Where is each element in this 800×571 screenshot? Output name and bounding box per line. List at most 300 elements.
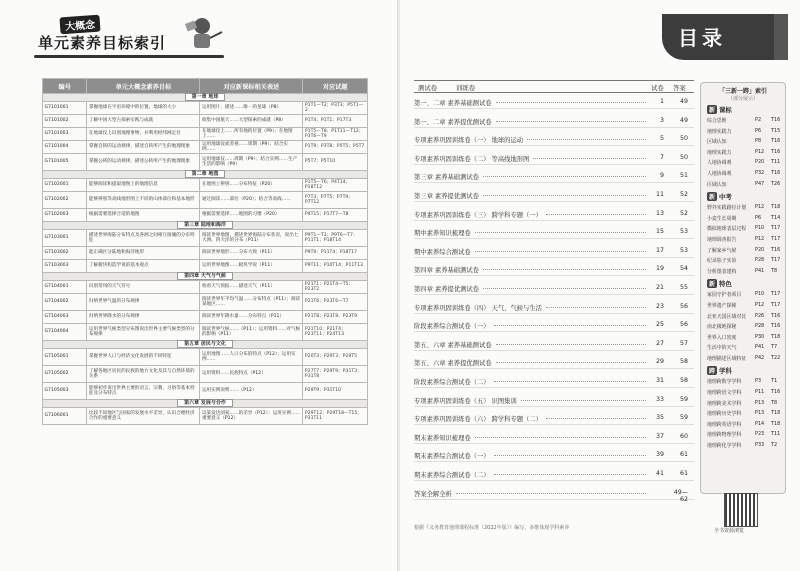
cell-goal: 识别常用的天气符号 [87,281,200,294]
sidebar-item [707,332,785,343]
sidebar-item-question: T18 [771,333,781,340]
sidebar-item-page: P8 [755,138,762,145]
cell-code: G7102003 [43,209,87,222]
big-concept-tag: 大概念 [59,15,100,35]
toc-header-tests: 测试卷 [418,83,438,92]
toc-item[interactable] [414,282,694,295]
toc-label: 专项素养巩固训练卷（四） 天气、气候与生活 [414,304,542,312]
sidebar-item-page: P14 [755,420,765,427]
toc-header-answer: 答案 [673,83,686,92]
toc-item[interactable] [414,468,694,481]
toc-item[interactable] [414,375,694,388]
cell-goal: 根据需要选择合适的地图 [87,209,200,222]
sidebar-item [707,223,785,234]
sidebar-item-question: T1 [771,378,778,385]
qr-label: 全书资源浏览 [714,528,745,534]
toc-answer-page: 60 [679,432,688,440]
sidebar-item-page: P23 [755,431,765,438]
toc-leader [483,176,646,177]
cell-code: G7103003 [43,260,87,273]
sidebar-group-label: 中考 [719,193,732,202]
cell-test: P4T15；P17T7—T8 [303,209,368,222]
table-row [43,102,368,115]
cell-goal: 能够阅读和提取地图上的地理信息 [87,179,200,192]
toc-answer-page: 49 [679,98,688,105]
cell-goal: 了解各地区居民的民族的地方文化及其与自然环境的关系 [87,366,200,383]
toc-page: 29 [655,358,664,366]
sidebar-item-name: 地理跨英语学科 [707,421,742,428]
contents-banner [662,14,780,60]
sidebar-item-question: T14 [771,214,781,221]
sidebar-badge: 新 [709,194,716,202]
sidebar-item-name: 小麦生长周期 [707,215,737,222]
sidebar-item-question: T22 [771,354,781,361]
toc-page: 19 [655,265,664,273]
sidebar-item-name: 区域认知 [707,139,727,146]
cell-goal: 能正确区分陆地和海洋地形 [87,247,200,260]
cell-code: G7102002 [43,192,87,209]
cell-test: P21T1；P21T4—T5；P23T2 [303,281,368,294]
chapter-label: 第二章 地图 [185,170,226,178]
cell-code: G7104003 [43,311,87,324]
toc-answer-page: 59 [679,395,688,403]
toc-item[interactable] [414,245,694,258]
sidebar-item [707,289,785,300]
sidebar-item-name: 模拟地球表层过程 [707,226,747,233]
chapter-label: 第六章 发展与合作 [177,399,233,407]
sidebar-item-name: 地理跨美术学科 [707,400,742,407]
cell-std: 阅读世界年平均气温……分布特点（P11）；阅读某地区…… [200,294,303,311]
toc-label: 第一、二章 素养基础测试卷 [414,100,492,107]
toc-item[interactable] [414,115,694,128]
table-row [43,260,368,273]
sidebar-item-page: P6 [755,127,762,134]
sidebar-item [707,179,785,190]
toc-page: 23 [655,302,664,310]
sidebar-item-question: T11 [771,159,781,166]
sidebar-item-name: 地理描述区域特征 [707,355,747,362]
cell-code: G7103001 [43,230,87,247]
sidebar-item-question: T16 [771,148,781,155]
sidebar-item-name: 地理跨历史学科 [707,411,742,418]
toc-answer-page: 52 [679,209,688,217]
table-row [43,154,368,171]
toc-item[interactable] [414,431,694,444]
cell-code: G7104001 [43,281,87,294]
toc-answer-page: 56 [679,321,688,329]
sidebar-item [707,398,785,409]
toc-leader [546,214,646,215]
toc-label: 第四章 素养提优测试卷 [414,286,479,293]
table-row [43,366,368,383]
table-row [43,179,368,192]
sidebar-item-question: T16 [771,138,781,145]
cell-code: G7106001 [43,408,87,425]
toc-item[interactable] [414,189,694,202]
table-row [43,383,368,400]
sidebar-item-name: 分析图表建构 [707,268,737,275]
toc-item[interactable] [414,263,694,276]
sidebar-item [707,168,785,179]
cell-test: P9T11；P10T14；P11T13 [303,260,368,273]
cell-std: 收看天气预报……描述天气（P11） [200,281,303,294]
toc-leader [521,400,646,401]
chapter-row [43,222,368,230]
toc-label: 阶段素养综合测试卷（二） [414,379,490,386]
sidebar-item-name: 北亚天国区域对比 [707,313,747,320]
sidebar-item [707,202,785,213]
sidebar-item-page: P3 [755,378,762,385]
sidebar-item [707,311,785,322]
toc-label: 第一、二章 素养提优测试卷 [414,118,492,126]
toc-page: 3 [659,116,664,124]
cell-std: 通过阅读……部位（P20）；结合等高线…… [200,192,303,209]
sidebar-group-title [707,105,785,114]
sidebar-item-page: P33 [755,442,765,449]
toc-item[interactable] [414,356,694,369]
toc-answer-page: 56 [679,302,688,310]
sidebar-item [707,126,785,137]
sidebar-item-question: T18 [771,410,781,417]
toc-page: 25 [655,321,664,329]
right-page [400,0,800,571]
toc-label: 专项素养巩固训练卷（三） 跨学科专题（一） [414,211,542,219]
sidebar-item-name: 地理调查报告 [707,236,737,243]
toc-leader [494,474,646,475]
cell-test: P29T12；P29T18—T15；P31T11 [303,408,368,425]
cell-std: 收集中国航天……大型探索的成就（P8） [200,115,303,128]
sidebar-item-page: P13 [755,410,765,417]
toc-label: 第三章 素养提优测试卷 [414,193,479,200]
toc-answer-page: 58 [679,358,688,366]
toc-leader [483,288,646,289]
sidebar-item-question: T16 [771,117,781,123]
table-row [43,209,368,222]
sidebar-item-question: T16 [771,389,781,396]
cell-std: 运用图片，描述……唯一的星球（P8） [200,102,303,115]
toc-page: 21 [655,284,664,291]
cell-code: G7101002 [43,115,87,128]
toc-label: 期中素养综合测试卷 [414,248,471,256]
sidebar-item [707,300,785,311]
table-row [43,141,368,154]
toc-item[interactable] [414,487,694,503]
sidebar-item [707,387,785,398]
cell-goal: 掌握自转的运动规律，描述自转所产生的地理现象 [87,141,200,154]
table-row [43,281,368,294]
sidebar-item-question: T7 [771,344,778,351]
toc-page: 9 [659,172,664,180]
sidebar-badge: 跨 [709,368,716,376]
sidebar-item [707,245,785,256]
toc-page: 39 [655,451,664,459]
sidebar-item-page: P20 [755,246,765,253]
toc-item[interactable] [414,412,694,425]
sidebar-group-title [707,192,785,201]
toc-page: 27 [655,339,664,347]
sidebar-item-name: 地理实践力 [707,149,732,156]
toc-page: 33 [655,395,664,403]
sidebar-item-name: 世界入口密度 [707,334,737,341]
cell-std: 运用地图……人口分布的特点（P12）；运用实例…… [200,349,303,366]
student-mascot-icon [180,14,224,54]
toc-answer-page: 59 [679,414,688,422]
toc-page: 13 [655,209,664,217]
sidebar-item-page: P30 [755,333,765,340]
toc-page: 17 [655,246,664,254]
sidebar-item-name: 地理跨物理学科 [707,432,742,439]
toc-answer-page: 49—62 [673,488,688,503]
sidebar-item-page: P2 [755,117,762,123]
cell-code: G7103002 [43,247,87,260]
sidebar-item-name: 区域认知 [707,181,727,188]
chapter-row [43,341,368,349]
chapter-label: 第一章 地球 [185,93,226,101]
left-page [0,0,398,571]
toc-answer-page: 61 [679,470,688,477]
cell-std: 阅读世界地图，描述世界海陆分布状况，说出七大洲、四大洋的分布（P11） [200,230,303,247]
toc-label: 第四章 素养基础测试卷 [414,267,479,275]
cell-test: P21T10；P21T4；P23T11；P24T13 [303,324,368,341]
sidebar-item-page: P28 [755,323,765,330]
toc-answer-page: 53 [679,246,688,254]
toc-item[interactable] [414,152,694,165]
toc-leader [475,437,646,438]
qr-code-icon[interactable] [724,493,758,527]
cell-code: G7105003 [43,383,87,400]
cell-code: G7101001 [43,102,87,115]
sidebar-item-page: P32 [755,169,765,176]
sidebar-item [707,136,785,147]
toc-item[interactable] [414,319,694,332]
cell-goal: 掌握公转的运动规律，描述公转所产生的地理现象 [87,154,200,171]
toc-page: 11 [655,191,664,198]
sidebar-item [707,147,785,158]
cell-goal: 能够初步说出世界主要的语言、宗教，习俗等基本特征及分布特点 [87,383,200,400]
sidebar-group-title [707,279,785,288]
sidebar-item-page: P42 [755,354,765,361]
toc-label: 第五、六章 素养基础测试卷 [414,341,492,349]
toc-page: 7 [659,153,664,161]
toc-item[interactable] [414,301,694,314]
cell-test: P20T3；P29T3；P29T5 [303,349,368,366]
cell-std: 运用地球仪……周期（P9）；结合实例……生产生活的影响（P9） [200,154,303,171]
toc-leader [527,139,646,140]
sidebar-item [707,429,785,440]
sidebar-item-page: P13 [755,399,765,406]
toc-answer-page: 61 [679,451,688,459]
cell-test: P21T8；P23T8；P23T9 [303,311,368,324]
toc-item[interactable] [414,449,694,462]
cell-goal: 比较不同地区与国家的发展水平差异，认识合理经济合作的重要意义 [87,408,200,425]
footnote: 根据《义务教育地理课程标准（2022年版）》编写，多维体现学科素养 [414,525,570,531]
chapter-row [43,94,368,102]
toc-answer-page: 49 [679,116,688,124]
cell-code: G7102001 [43,179,87,192]
index-header [30,12,230,70]
sidebar-item-name: 地理实践力 [707,128,732,135]
table-row [43,324,368,341]
toc-answer-page: 53 [679,228,688,236]
toc-answer-page: 57 [679,339,688,347]
sidebar-item-name: 综合思维 [707,118,727,124]
sidebar-group-label: 学科 [719,367,732,376]
toc-page: 35 [655,414,664,422]
sidebar-item-question: T16 [771,323,781,330]
sidebar-group-title [707,366,785,375]
banner-tab [774,14,788,60]
toc-item[interactable] [414,394,694,407]
chapter-label: 第四章 天气与气候 [177,272,233,280]
sidebar-item-name: 南北极地探秘 [707,324,737,331]
cell-test: P9T9；P11T4；P18T17 [303,247,368,260]
toc-answer-page: 52 [679,191,688,198]
sidebar-item-name: 地理跨化学学科 [707,443,742,450]
toc-label: 专项素养巩固训练卷（二） 等高线地形图 [414,155,530,163]
cell-goal: 了解板块构造学说的基本观点 [87,260,200,273]
cell-test: P1T9；P3T8；P5T5；P5T7 [303,141,368,154]
sidebar-item-name: 纪录影子实验 [707,258,737,265]
index-title: 单元素养目标索引 [38,34,167,52]
sidebar-item-question: T17 [771,301,781,308]
header-test: 对应试题 [303,79,368,94]
sidebar-item [707,376,785,387]
cell-test: P29T9；P31T10 [303,383,368,400]
cell-code: G7104002 [43,294,87,311]
chapter-row [43,400,368,408]
cell-goal: 归纳世界气温的分布规律 [87,294,200,311]
cell-std: 运用世界地图……板块学说（P11） [200,260,303,273]
toc-label: 第五、六章 素养提优测试卷 [414,360,492,368]
sidebar-item-question: T8 [771,267,778,274]
cell-goal: 运用世界气候类型分布图说出世界主要气候类型的分布规律 [87,324,200,341]
cell-test: P1T4；P1T1；P17T3 [303,115,368,128]
sidebar-item-question: T17 [771,235,781,242]
toc-label: 期末素养综合测试卷（一） [414,453,490,461]
toc-answer-page: 58 [679,377,688,384]
toc-leader [494,455,646,456]
toc-leader [546,418,646,419]
sidebar-badge: 新 [709,107,716,114]
sidebar-item [707,419,785,430]
cell-goal: 能够辨别等高线地形图上不同的山体部位和基本地形 [87,192,200,209]
table-row [43,128,368,141]
sidebar-item-page: P41 [755,267,765,274]
sidebar-item-question: T15 [771,127,781,134]
sidebar-item [707,255,785,266]
toc-leader [533,158,646,159]
sidebar-item-name: 人地协调观 [707,170,732,177]
sidebar-item-question: T17 [771,257,781,264]
table-row [43,192,368,209]
sidebar-item-question: T17 [771,225,781,232]
cell-goal: 归纳世界降水的分布规律 [87,311,200,324]
toc-item[interactable] [414,208,694,221]
sidebar-item-name: 生活中的天气 [707,345,737,352]
toc-item[interactable] [414,96,694,109]
toc-page: 41 [655,470,664,477]
sidebar-item-page: P47 [755,180,765,187]
sidebar-item-page: P20 [755,159,765,166]
sidebar-item-name: 了解家乡气候 [707,247,737,254]
sidebar-item-question: T18 [771,204,781,211]
table-row [43,294,368,311]
toc-leader [496,121,646,122]
toc-leader [475,251,646,252]
table-row [43,408,368,425]
cell-std: 阅读世界年降水量……分布特点（P11） [200,311,303,324]
cell-test: P21T6；P23T6—T7 [303,294,368,311]
chapter-label: 第三章 陆地和海洋 [177,221,233,229]
sidebar-item-question: T16 [771,246,781,253]
sidebar-item [707,213,785,224]
toc-label: 专项素养巩固训练卷（一） 地球的运动 [414,137,524,145]
toc-page: 37 [655,432,664,440]
cell-test: P27T7；P29T9；P31T3；P31T8 [303,366,368,383]
sidebar-item-name: 世界遗产探秘 [707,302,737,309]
toc-label: 第三章 素养基础测试卷 [414,174,479,182]
chapter-label: 第五章 居民与文化 [177,340,233,348]
toc-leader [496,102,646,103]
cell-std: 运用地球仪或者视……周期（P9）；结合实例…… [200,141,303,154]
toc-header-drills: 训练卷 [456,83,476,92]
sidebar-item [707,342,785,353]
toc-label: 期末素养综合测试卷（二） [414,472,490,479]
sidebar-item-page: P26 [755,312,765,319]
cell-std: 运用实例说明……（P12） [200,383,303,400]
sidebar-item [707,115,785,126]
cell-goal: 描述世界海陆分布特点及各洲之间相互接壤的分布特征 [87,230,200,247]
sidebar-item-question: T16 [771,169,781,176]
sidebar-item-page: P6 [755,214,762,221]
cell-test: P5T7；P5T10 [303,154,368,171]
header-standard: 对应新课标相关表述 [200,79,303,94]
cell-code: G7101005 [43,154,87,171]
sidebar-item-question: T16 [771,312,781,319]
sidebar-item-page: P12 [755,301,765,308]
sidebar-item-question: T26 [771,180,781,187]
cell-goal: 在地球仪上识别地理事物，并利用经纬网定位 [87,128,200,141]
cell-std: 阅读世界地形……分布大致（P11） [200,247,303,260]
toc-item[interactable] [414,226,694,239]
toc-leader [494,325,646,326]
contents-title: 目录 [678,26,726,50]
toc-item[interactable] [414,133,694,146]
toc-header [414,80,694,93]
sidebar-item [707,353,785,364]
sidebar-item [707,321,785,332]
toc-leader [475,232,646,233]
cell-goal: 了解中国大型古探索实践与成就 [87,115,200,128]
table-row [43,115,368,128]
sidebar-item-page: P12 [755,235,765,242]
sidebar-item-name: 地理跨语文学科 [707,390,742,397]
toc-answer-page: 55 [679,284,688,291]
sidebar-item-page: P10 [755,225,765,232]
cell-std: 在地图上辨别……分布特征（P20） [200,179,303,192]
index-table [42,78,368,425]
cell-code: G7101004 [43,141,87,154]
toc-page: 5 [659,135,664,143]
sidebar-item-question: T17 [771,291,781,298]
cell-test: P9T1—T3；P9T6—T7；P11T1；P18T14 [303,230,368,247]
toc-item[interactable] [414,170,694,183]
cell-std: 运用资料……民族特点（P12） [200,366,303,383]
toc-leader [496,344,646,345]
toc-item[interactable] [414,338,694,351]
toc-label: 阶段素养综合测试卷（一） [414,323,490,331]
sidebar-item-name: 人地协调观 [707,160,732,167]
